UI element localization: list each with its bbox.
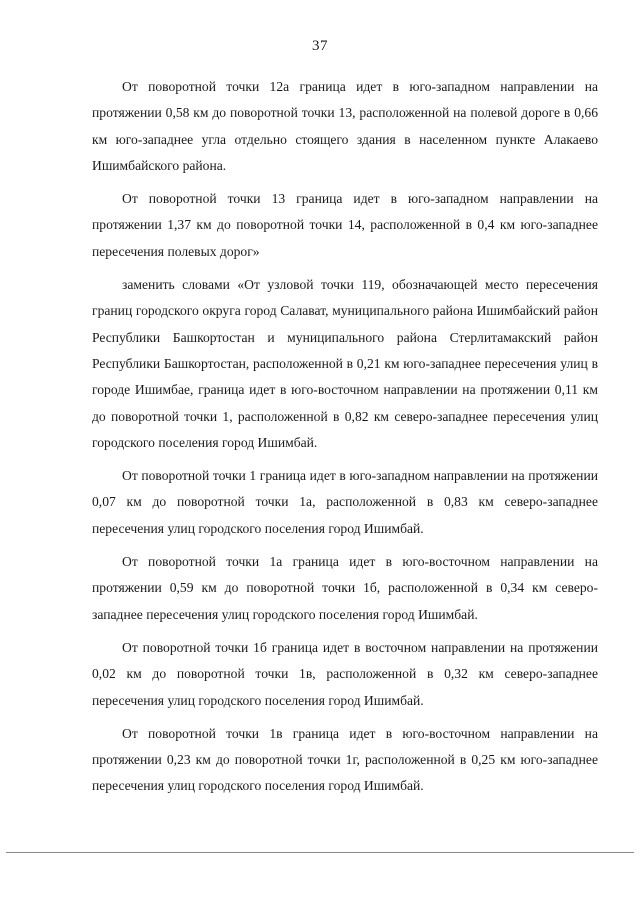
page-number: 37 bbox=[312, 38, 328, 54]
paragraph-point-12a: От поворотной точки 12а граница идет в юго-западном направлении на протяжении 0,58 км до поворотной точки 13, расположенной на полевой дороге в 0,66 км юго-западнее угла отдельно стоящего здания в населенном пункте Алакаево Ишимбайского района. bbox=[92, 79, 598, 173]
document-body bbox=[92, 74, 598, 807]
paragraph-point-1v: От поворотной точки 1в граница идет в юго-восточном направлении на протяжении 0,23 км до поворотной точки 1г, расположенной в 0,25 км юго-западнее пересечения улиц городского поселения город Ишимбай. bbox=[92, 725, 598, 794]
paragraph-point-1: От поворотной точки 1 граница идет в юго-западном направлении на протяжении 0,07 км до поворотной точки 1а, расположенной в 0,83 км северо-западнее пересечения улиц городского поселения город Ишимбай. bbox=[92, 468, 598, 536]
paragraph-replace-words: заменить словами «От узловой точки 119, обозначающей место пересечения границ городского округа город Салават, муниципального района Ишимбайский район Республики Башкортостан и муниципального района Стерлитамакский район Республики Башкортостан, расположенной в 0,21 км юго-западнее пересечения улиц в городе Ишимбае, граница идет в юго-восточном направлении на протяжении 0,11 км до поворотной точки 1, расположенной в 0,82 км северо-западнее пересечения улиц городского поселения город Ишимбай. bbox=[92, 277, 598, 450]
paragraph-point-1b: От поворотной точки 1б граница идет в восточном направлении на протяжении 0,02 км до поворотной точки 1в, расположенной в 0,32 км северо-западнее пересечения улиц городского поселения город Ишимбай. bbox=[92, 639, 598, 708]
paragraph-point-1a: От поворотной точки 1а граница идет в юго-восточном направлении на протяжении 0,59 км до поворотной точки 1б, расположенной в 0,34 км северо-западнее пересечения улиц городского поселения город Ишимбай. bbox=[92, 554, 598, 622]
paragraph-point-13: От поворотной точки 13 граница идет в юго-западном направлении на протяжении 1,37 км до поворотной точки 14, расположенной в 0,4 км юго-западнее пересечения полевых дорог» bbox=[92, 191, 598, 259]
footer-divider bbox=[6, 852, 634, 853]
